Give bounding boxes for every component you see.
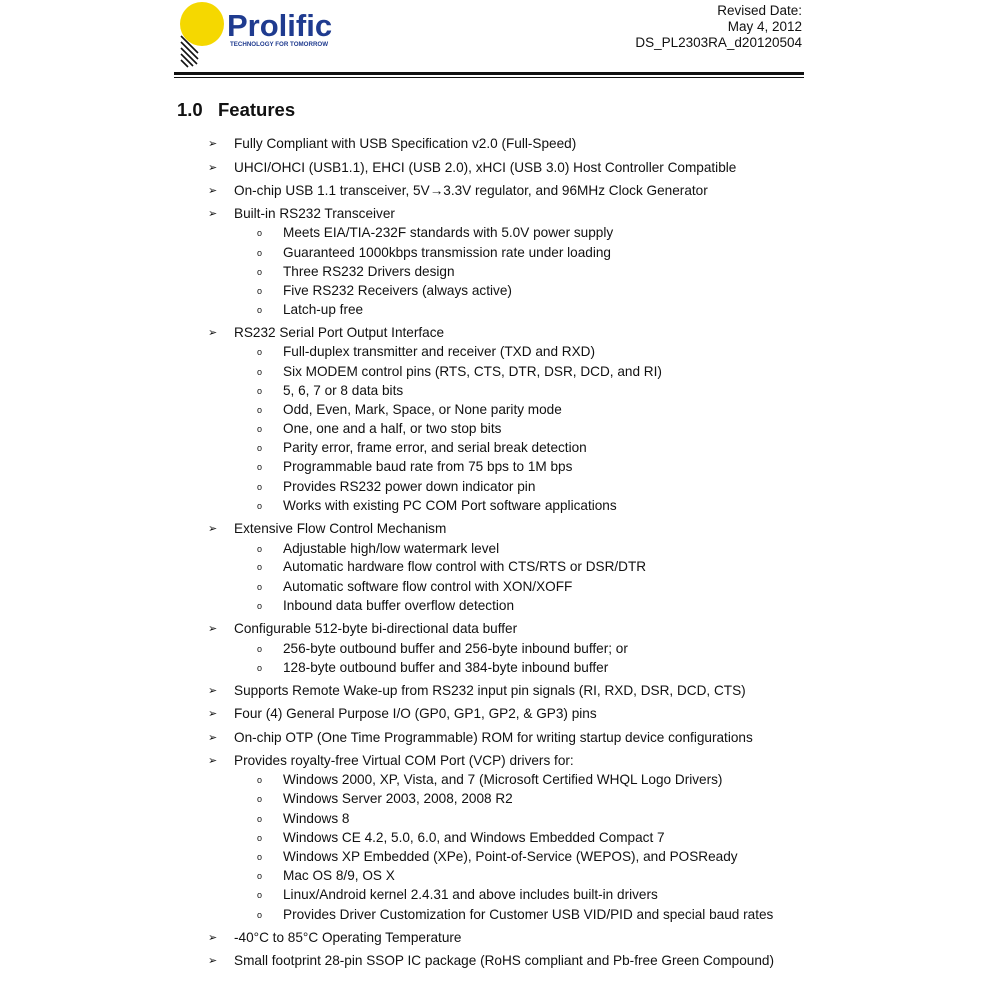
circle-bullet-icon: o [257,248,263,258]
feature-sub-item: Five RS232 Receivers (always active) [283,283,512,298]
circle-bullet-icon: o [257,814,263,824]
feature-sub-item: Windows 8 [283,811,350,826]
feature-sub-item: 256-byte outbound buffer and 256-byte inbound buffer; or [283,641,628,656]
circle-bullet-icon: o [257,890,263,900]
feature-sub-item: Guaranteed 1000kbps transmission rate under loading [283,245,611,260]
feature-sub-item: Windows CE 4.2, 5.0, 6.0, and Windows Embedded Compact 7 [283,830,665,845]
feature-sub-item: Parity error, frame error, and serial break detection [283,440,587,455]
feature-sub-item: Adjustable high/low watermark level [283,541,500,556]
circle-bullet-icon: o [257,405,263,415]
arrow-bullet-icon: ➢ [208,685,218,697]
circle-bullet-icon: o [257,601,263,611]
feature-item: Extensive Flow Control Mechanism [234,521,447,536]
circle-bullet-icon: o [257,367,263,377]
arrow-bullet-icon: ➢ [208,523,218,535]
circle-bullet-icon: o [257,833,263,843]
feature-sub-item: Latch-up free [283,302,364,317]
circle-bullet-icon: o [257,794,263,804]
feature-sub-item: Windows Server 2003, 2008, 2008 R2 [283,791,513,806]
feature-sub-item: Odd, Even, Mark, Space, or None parity mode [283,402,562,417]
feature-item: Configurable 512-byte bi-directional data buffer [234,621,518,636]
feature-sub-item: Automatic hardware flow control with CTS/RTS or DSR/DTR [283,559,647,574]
section-number: 1.0 [177,99,203,120]
document-id: DS_PL2303RA_d20120504 [635,35,802,50]
feature-item: On-chip OTP (One Time Programmable) ROM for writing startup device configurations [234,730,753,745]
arrow-bullet-icon: ➢ [208,955,218,967]
circle-bullet-icon: o [257,644,263,654]
circle-bullet-icon: o [257,663,263,673]
circle-bullet-icon: o [257,582,263,592]
feature-sub-item: Six MODEM control pins (RTS, CTS, DTR, DSR, DCD, and RI) [283,364,662,379]
circle-bullet-icon: o [257,347,263,357]
logo-wordmark: Prolific [227,8,333,43]
section-title: Features [218,99,296,120]
circle-bullet-icon: o [257,424,263,434]
feature-sub-item: 128-byte outbound buffer and 384-byte inbound buffer [283,660,609,675]
arrow-bullet-icon: ➢ [208,208,218,220]
feature-sub-item: Mac OS 8/9, OS X [283,868,395,883]
circle-bullet-icon: o [257,462,263,472]
feature-sub-item: Works with existing PC COM Port software applications [283,498,617,513]
feature-item: -40°C to 85°C Operating Temperature [234,930,462,945]
revision-date: May 4, 2012 [727,19,802,34]
circle-bullet-icon: o [257,501,263,511]
arrow-bullet-icon: ➢ [208,162,218,174]
circle-bullet-icon: o [257,305,263,315]
feature-item: RS232 Serial Port Output Interface [234,325,445,340]
feature-item: Provides royalty-free Virtual COM Port (VCP) drivers for: [234,753,574,768]
arrow-bullet-icon: ➢ [208,732,218,744]
feature-sub-item: Full-duplex transmitter and receiver (TXD and RXD) [283,344,596,359]
circle-bullet-icon: o [257,871,263,881]
arrow-bullet-icon: ➢ [208,185,218,197]
revision-label: Revised Date: [717,3,802,18]
circle-bullet-icon: o [257,852,263,862]
feature-sub-item: Programmable baud rate from 75 bps to 1M bps [283,459,573,474]
arrow-bullet-icon: ➢ [208,623,218,635]
feature-sub-item: Provides RS232 power down indicator pin [283,479,536,494]
circle-bullet-icon: o [257,267,263,277]
feature-sub-item: Automatic software flow control with XON/XOFF [283,579,573,594]
arrow-bullet-icon: ➢ [208,708,218,720]
feature-item: Fully Compliant with USB Specification v2.0 (Full-Speed) [234,136,577,151]
circle-bullet-icon: o [257,482,263,492]
circle-bullet-icon: o [257,775,263,785]
arrow-bullet-icon: ➢ [208,755,218,767]
feature-item: Built-in RS232 Transceiver [234,206,395,221]
arrow-bullet-icon: ➢ [208,327,218,339]
feature-sub-item: Windows XP Embedded (XPe), Point-of-Service (WEPOS), and POSReady [283,849,738,864]
arrow-bullet-icon: ➢ [208,138,218,150]
feature-sub-item: Three RS232 Drivers design [283,264,455,279]
feature-item: UHCI/OHCI (USB1.1), EHCI (USB 2.0), xHCI (USB 3.0) Host Controller Compatible [234,160,737,175]
feature-sub-item: Meets EIA/TIA-232F standards with 5.0V power supply [283,225,614,240]
circle-bullet-icon: o [257,544,263,554]
feature-item: Four (4) General Purpose I/O (GP0, GP1, GP2, & GP3) pins [234,706,597,721]
feature-sub-item: Inbound data buffer overflow detection [283,598,515,613]
circle-bullet-icon: o [257,562,263,572]
feature-sub-item: Provides Driver Customization for Customer USB VID/PID and special baud rates [283,907,774,922]
feature-item: Small footprint 28-pin SSOP IC package (RoHS compliant and Pb-free Green Compound) [234,953,774,968]
feature-sub-item: Windows 2000, XP, Vista, and 7 (Microsoft Certified WHQL Logo Drivers) [283,772,723,787]
circle-bullet-icon: o [257,443,263,453]
feature-sub-item: 5, 6, 7 or 8 data bits [283,383,404,398]
feature-sub-item: One, one and a half, or two stop bits [283,421,502,436]
feature-item: Supports Remote Wake-up from RS232 input pin signals (RI, RXD, DSR, DCD, CTS) [234,683,746,698]
feature-item: On-chip USB 1.1 transceiver, 5V→3.3V regulator, and 96MHz Clock Generator [234,183,708,198]
logo-tagline: TECHNOLOGY FOR TOMORROW [230,41,329,48]
circle-bullet-icon: o [257,228,263,238]
circle-bullet-icon: o [257,386,263,396]
circle-bullet-icon: o [257,910,263,920]
circle-bullet-icon: o [257,286,263,296]
feature-sub-item: Linux/Android kernel 2.4.31 and above includes built-in drivers [283,887,658,902]
arrow-bullet-icon: ➢ [208,932,218,944]
